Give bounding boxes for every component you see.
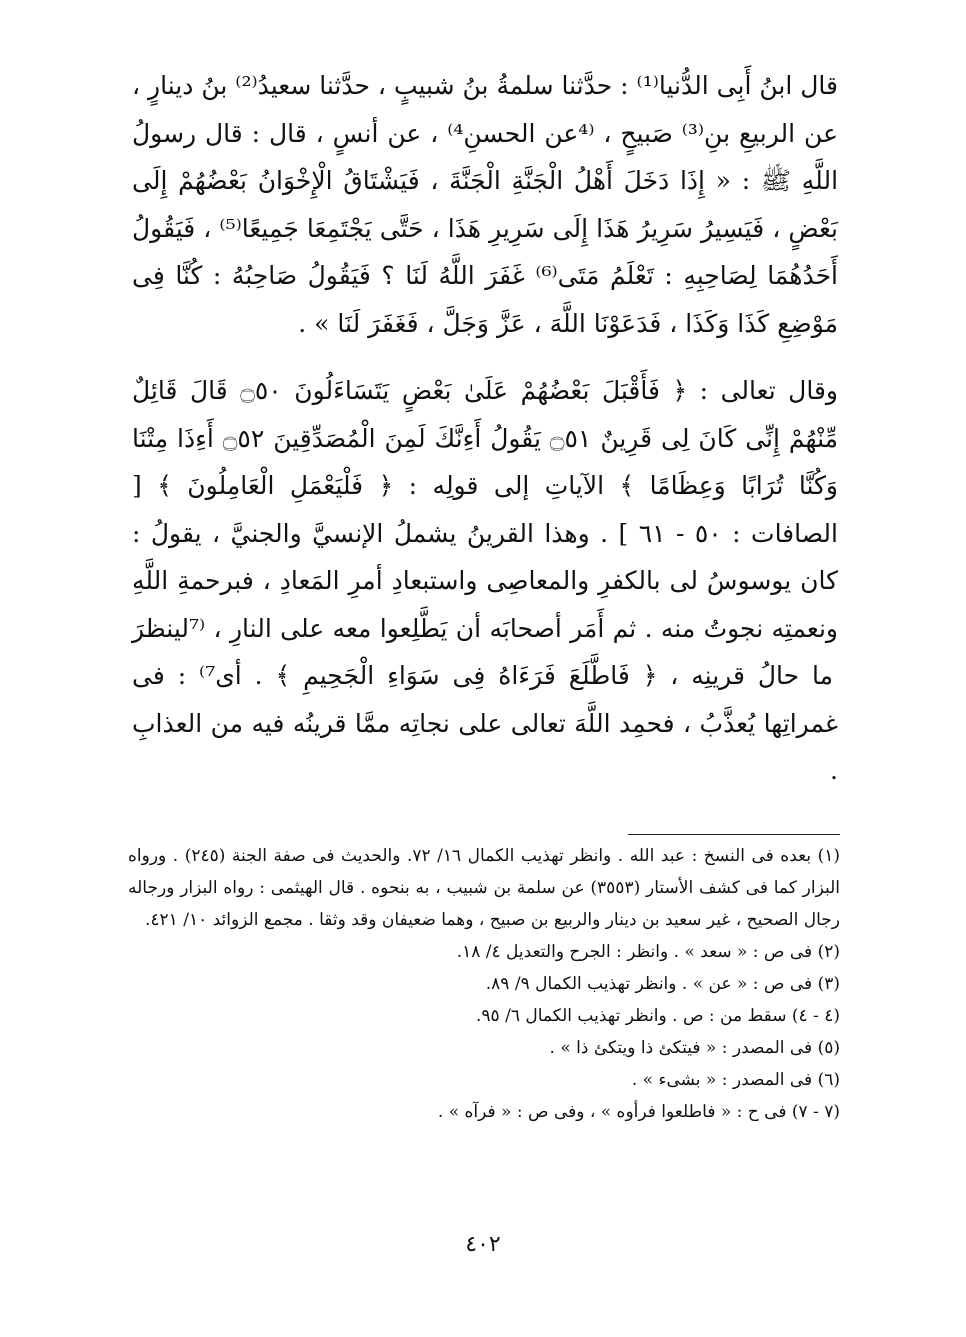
footnote-6: (٦) فى المصدر : « بشىء » .	[631, 1070, 840, 1090]
text-line: وقال تعالى : ﴿ فَأَقْبَلَ بَعْضُهُمْ عَلَىٰ بَعْضٍ يَتَسَاءَلُونَ ۝٥٠ قَالَ قَائِلٌ مِّنْهُمْ إِنِّى	[132, 376, 839, 453]
footnote-7: (٧ - ٧) فى ح : « فاطلعوا فرأوه » ، وفى ص : « فرآه » .	[437, 1102, 840, 1122]
footnote-5: (٥) فى المصدر : « فيتكئ ذا ويتكئ ذا » .	[549, 1038, 840, 1058]
footnote-line: (١) بعده فى النسخ : عبد الله . وانظر تهذيب الكمال ١٦/ ٧٢. والحديث فى صفة الجنة (٢٤٥) .	[166, 846, 841, 866]
text-line: النارِ ، ⁽⁷لينظرَ ما حالُ قرينِه ، ﴿ فَاطَّلَعَ فَرَءَاهُ فِى سَوَاءِ الْجَحِيمِ ﴾ . أى⁷⁾ : فى	[132, 613, 834, 690]
text-line: كَانَ لِى قَرِينٌ ۝٥١ يَقُولُ أَءِنَّكَ لَمِنَ الْمُصَدِّقِينَ ۝٥٢ أَءِذَا مِتْنَا وَكُنَّا تُرَابًا وَعِظَامًا ﴾	[132, 423, 838, 500]
text-line: غَفَرَ اللَّهُ لَنَا ؟ فَيَقُولُ صَاحِبُهُ : كُنَّا فِى مَوْضِعِ كَذَا وَكَذَا ، فَدَعَوْنَا اللَّهَ ، عَزَّ وَجَلَّ ،	[132, 261, 838, 338]
text-line: غمراتِها يُعذَّبُ ، فحمِد اللَّهَ تعالى على نجاتِه ممَّا قرينُه فيه من العذابِ .	[132, 708, 838, 785]
paragraph-quran-commentary	[132, 367, 838, 795]
text-line: دَخَلَ أَهْلُ الْجَنَّةِ الْجَنَّةَ ، فَيَشْتَاقُ الْإِخْوَانُ بَعْضُهُمْ إِلَى بَعْضٍ ، فَيَسِيرُ سَرِيرُ هَذَا	[132, 166, 838, 243]
footnote-1	[128, 840, 840, 936]
footnote-divider	[628, 834, 840, 835]
footnote-line: ورواه البزار كما فى كشف الأستار (٣٥٥٣) عن سلمة بن شبيب ، به بنحوه . قال الهيثمى : رواه البزار	[128, 846, 840, 898]
text-line: قال ابنُ أَبِى الدُّنيا⁽¹⁾ : حدَّثنا سلمةُ بنُ شبيبٍ ، حدَّثنا سعيدُ⁽²⁾ بنُ دينارٍ ، عن	[132, 71, 838, 148]
footnote-4: (٤ - ٤) سقط من : ص . وانظر تهذيب الكمال ٦/ ٩٥.	[476, 1006, 840, 1026]
text-line: إِلَى سَرِيرِ هَذَا ، حَتَّى يَجْتَمِعَا جَمِيعًا⁽⁵⁾ ، فَيَقُولُ أَحَدُهُمَا لِصَاحِبِهِ : تَعْلَمُ مَتَى⁽⁶⁾	[132, 213, 838, 290]
main-text	[132, 62, 838, 795]
footnote-2: (٢) فى ص : « سعد » . وانظر : الجرح والتعديل ٤/ ١٨.	[456, 942, 840, 962]
footnote-3: (٣) فى ص : « عن » . وانظر تهذيب الكمال ٩/ ٨٩.	[485, 974, 840, 994]
footnotes	[128, 840, 840, 1128]
text-line: الربيعِ بنِ⁽³⁾ صَبيحٍ ، ⁽⁴عن الحسنِ⁴⁾ ، عن أنسٍ ، قال : قال رسولُ اللَّهِ ﷺ : « إِذَا	[132, 118, 839, 195]
page-number: ٤٠٢	[465, 1232, 501, 1257]
text-line: الآياتِ إلى قولِه : ﴿ فَلْيَعْمَلِ الْعَامِلُونَ ﴾ [ الصافات : ٥٠ - ٦١ ] . وهذا القرينُ	[132, 471, 838, 548]
text-line: فَغَفَرَ لَنَا » .	[298, 308, 419, 338]
text-line: يشملُ الإنسيَّ والجنيَّ ، يقولُ : كان يوسوسُ لى بالكفرِ والمعاصِى واستبعادِ أمرِ	[132, 518, 838, 595]
paragraph-hadith	[132, 62, 838, 347]
footnote-line: ورجاله رجال الصحيح ، غير سعيد بن دينار والربيع بن صبيح ، وهما ضعيفان وقد وثقا . مجمع الزوائد	[128, 878, 840, 930]
footnote-line: ١٠/ ٤٢١.	[145, 910, 208, 930]
text-line: المَعادِ ، فبرحمةِ اللَّهِ ونعمتِه نجوتُ منه . ثم أَمَر أصحابَه أن يَطَّلِعوا معه على	[132, 566, 839, 643]
